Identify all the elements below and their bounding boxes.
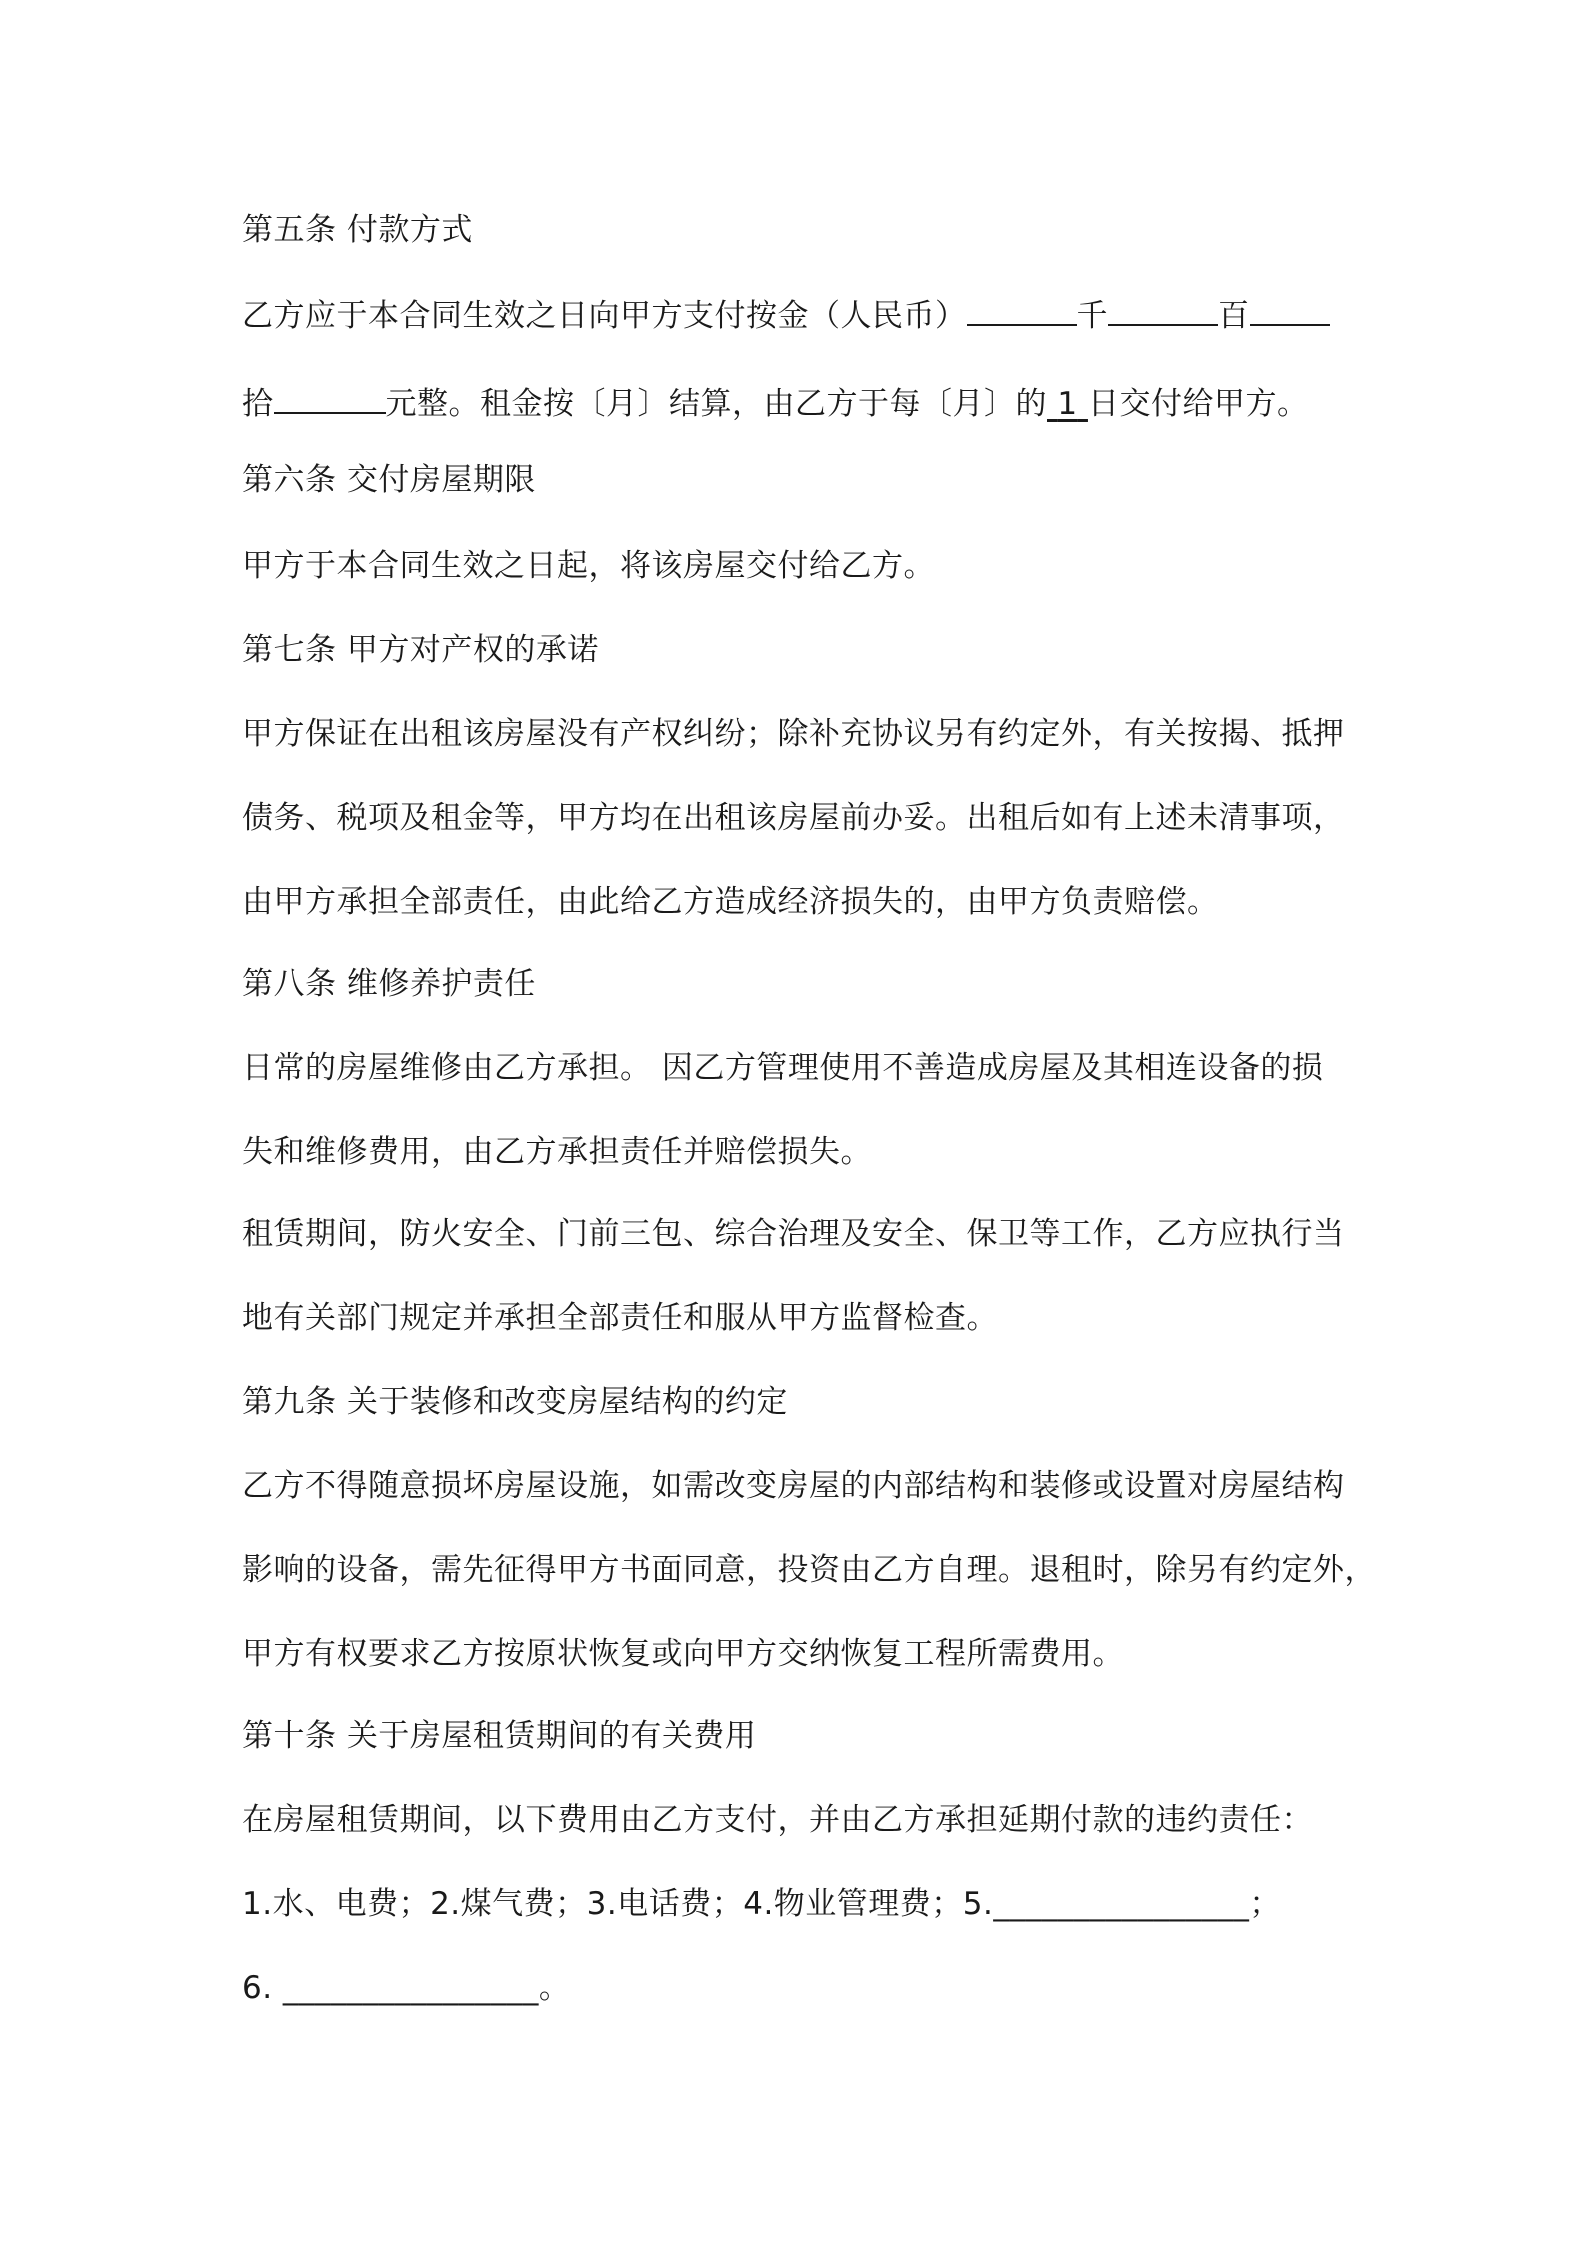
article-5-line-2	[242, 382, 1308, 424]
article-5-rent-end: 日交付给甲方。	[1087, 386, 1309, 422]
article-5-line-1	[242, 294, 1330, 336]
article-8-body-2: 失和维修费用，由乙方承担责任并赔偿损失。	[242, 1134, 872, 1170]
deposit-tens-blank	[1250, 294, 1330, 326]
article-6-heading: 第六条 交付房屋期限	[242, 462, 536, 498]
deposit-units-blank	[274, 382, 386, 414]
article-7-heading: 第七条 甲方对产权的承诺	[242, 632, 599, 668]
article-8-body-1: 日常的房屋维修由乙方承担。 因乙方管理使用不善造成房屋及其相连设备的损	[242, 1050, 1324, 1086]
article-5-heading: 第五条 付款方式	[242, 212, 473, 248]
unit-thousand: 千	[1076, 298, 1108, 334]
unit-ten: 拾	[242, 386, 274, 422]
article-10-heading: 第十条 关于房屋租赁期间的有关费用	[242, 1718, 757, 1754]
article-5-rent-text: 元整。租金按〔月〕结算，由乙方于每〔月〕的	[385, 386, 1047, 422]
article-6-body: 甲方于本合同生效之日起，将该房屋交付给乙方。	[242, 548, 935, 584]
article-9-body-2: 影响的设备，需先征得甲方书面同意，投资由乙方自理。退租时，除另有约定外，	[242, 1552, 1376, 1588]
article-7-body-3: 由甲方承担全部责任，由此给乙方造成经济损失的，由甲方负责赔偿。	[242, 884, 1219, 920]
deposit-thousands-blank	[967, 294, 1077, 326]
article-8-body-4: 地有关部门规定并承担全部责任和服从甲方监督检查。	[242, 1300, 998, 1336]
article-9-body-1: 乙方不得随意损坏房屋设施，如需改变房屋的内部结构和装修或设置对房屋结构	[242, 1468, 1345, 1504]
article-9-heading: 第九条 关于装修和改变房屋结构的约定	[242, 1384, 788, 1420]
article-7-body-1: 甲方保证在出租该房屋没有产权纠纷；除补充协议另有约定外，有关按揭、抵押	[242, 716, 1345, 752]
article-9-body-3: 甲方有权要求乙方按原状恢复或向甲方交纳恢复工程所需费用。	[242, 1636, 1124, 1672]
deposit-hundreds-blank	[1108, 294, 1218, 326]
article-10-list-1: 1.水、电费；2.煤气费；3.电话费；4.物业管理费；5.________________；	[242, 1886, 1281, 1922]
article-5-text: 乙方应于本合同生效之日向甲方支付按金（人民币）	[242, 298, 967, 334]
unit-hundred: 百	[1218, 298, 1250, 334]
article-10-list-2: 6. ________________。	[242, 1970, 571, 2006]
rent-payment-day: 1	[1057, 386, 1078, 422]
article-8-heading: 第八条 维修养护责任	[242, 966, 536, 1002]
article-10-body-1: 在房屋租赁期间，以下费用由乙方支付，并由乙方承担延期付款的违约责任：	[242, 1802, 1313, 1838]
article-7-body-2: 债务、税项及租金等，甲方均在出租该房屋前办妥。出租后如有上述未清事项，	[242, 800, 1345, 836]
article-8-body-3: 租赁期间，防火安全、门前三包、综合治理及安全、保卫等工作，乙方应执行当	[242, 1216, 1345, 1252]
